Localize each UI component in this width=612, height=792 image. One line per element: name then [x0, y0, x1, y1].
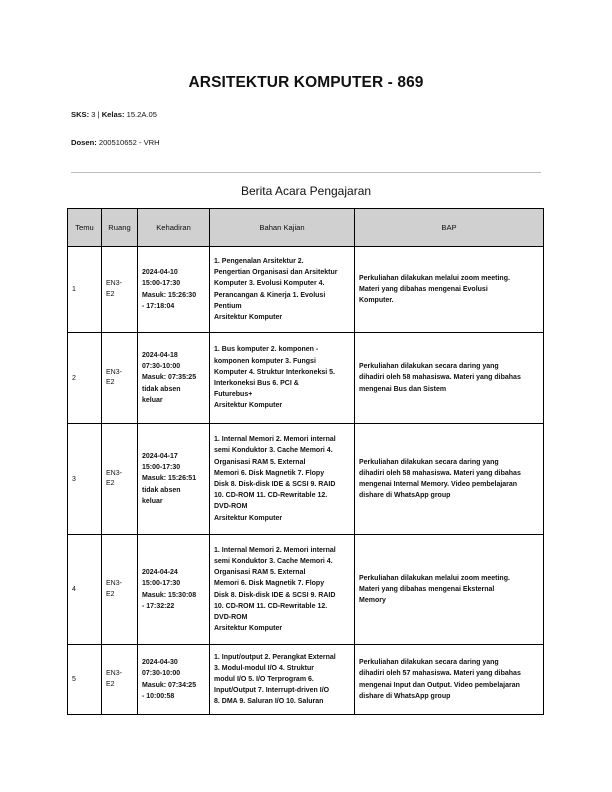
cell-bahan-kajian-line: modul I/O 5. I/O Terprogram 6. — [214, 675, 314, 683]
cell-bap — [355, 333, 544, 424]
cell-kehadiran-line: 15:00-17:30 — [142, 280, 181, 288]
cell-bahan-kajian-line: DVD-ROM — [214, 503, 248, 511]
cell-kehadiran-line: tidak absen — [142, 385, 181, 393]
cell-ruang-line: EN3- — [106, 670, 122, 678]
dosen-value: 200510652 - VRH — [96, 138, 160, 147]
cell-kehadiran — [138, 424, 210, 535]
cell-kehadiran-line: Masuk: 15:26:30 — [142, 291, 197, 299]
cell-bahan-kajian — [210, 247, 355, 333]
cell-ruang-line: E2 — [106, 379, 115, 386]
cell-bap-line: Perkuliahan dilakukan secara daring yang — [359, 458, 499, 466]
cell-bahan-kajian-line: Perancangan & Kinerja 1. Evolusi — [214, 291, 326, 299]
cell-bap-line: Materi yang dibahas mengenai Evolusi — [359, 285, 488, 293]
cell-kehadiran-line: keluar — [142, 396, 163, 404]
cell-bap — [355, 645, 544, 715]
cell-kehadiran-line: keluar — [142, 497, 163, 505]
cell-bahan-kajian-line: Memori 6. Disk Magnetik 7. Flopy — [214, 580, 325, 588]
cell-bahan-kajian-line: Arsitektur Komputer — [214, 313, 283, 321]
cell-ruang-line: EN3- — [106, 580, 122, 588]
cell-ruang — [102, 645, 138, 715]
cell-bap — [355, 424, 544, 535]
cell-bahan-kajian-line: 1. Pengenalan Arsitektur 2. — [214, 257, 304, 265]
cell-kehadiran-line: Masuk: 07:35:25 — [142, 374, 197, 382]
cell-kehadiran-line: 07:30-10:00 — [142, 363, 181, 371]
cell-bahan-kajian-line: 1. Internal Memori 2. Memori internal — [214, 436, 336, 444]
cell-kehadiran-line: 2024-04-17 — [142, 453, 178, 461]
table-header-row — [68, 209, 544, 247]
cell-kehadiran — [138, 535, 210, 645]
cell-bap — [355, 247, 544, 333]
cell-bahan-kajian — [210, 333, 355, 424]
cell-bahan-kajian — [210, 424, 355, 535]
cell-kehadiran-line: Masuk: 07:34:25 — [142, 681, 197, 689]
header-ruang: Ruang — [102, 209, 138, 247]
lecturer-info — [71, 138, 160, 147]
cell-bahan-kajian-line: Pentium — [214, 302, 242, 310]
cell-bap-line: dihadiri oleh 57 mahasiswa. Materi yang dibahas — [359, 670, 521, 678]
cell-kehadiran-line: 15:00-17:30 — [142, 580, 181, 588]
cell-temu: 2 — [68, 333, 102, 424]
table-row — [68, 645, 544, 715]
cell-bap-line: dishare di WhatsApp group — [359, 692, 451, 700]
cell-bap-line: dihadiri oleh 58 mahasiswa. Materi yang dibahas — [359, 469, 521, 477]
header-bahan-kajian: Bahan Kajian — [210, 209, 355, 247]
cell-ruang-line: E2 — [106, 680, 115, 688]
cell-bahan-kajian — [210, 535, 355, 645]
cell-bahan-kajian-line: 3. Modul-modul I/O 4. Struktur — [214, 664, 314, 672]
cell-kehadiran-line: Masuk: 15:26:51 — [142, 475, 197, 483]
cell-temu: 4 — [68, 535, 102, 645]
cell-bahan-kajian-line: semi Konduktor 3. Cache Memori 4. — [214, 447, 333, 455]
cell-kehadiran-line: - 10:00:58 — [142, 692, 175, 700]
cell-temu: 1 — [68, 247, 102, 333]
page-title: ARSITEKTUR KOMPUTER - 869 — [188, 74, 424, 91]
cell-kehadiran-line: 2024-04-10 — [142, 269, 178, 277]
cell-bahan-kajian-line: Komputer 4. Struktur Interkoneksi 5. — [214, 368, 335, 376]
cell-bahan-kajian-line: 10. CD-ROM 11. CD-Rewritable 12. — [214, 492, 328, 500]
cell-bap — [355, 535, 544, 645]
cell-ruang — [102, 333, 138, 424]
cell-ruang-line: E2 — [106, 590, 115, 598]
cell-bahan-kajian-line: Arsitektur Komputer — [214, 625, 283, 633]
cell-bap-line: Perkuliahan dilakukan secara daring yang — [359, 659, 499, 667]
cell-ruang-line: E2 — [106, 480, 115, 487]
cell-kehadiran — [138, 645, 210, 715]
header-bap: BAP — [355, 209, 544, 247]
cell-bahan-kajian-line: Arsitektur Komputer — [214, 402, 283, 410]
cell-bahan-kajian-line: 10. CD-ROM 11. CD-Rewritable 12. — [214, 602, 328, 610]
cell-bap-line: Perkuliahan dilakukan secara daring yang — [359, 363, 499, 371]
cell-bahan-kajian-line: Disk 8. Disk-disk IDE & SCSI 9. RAID — [214, 591, 336, 599]
cell-bap-line: mengenai Internal Memory. Video pembelajaran — [359, 481, 518, 488]
cell-bahan-kajian-line: 1. Bus komputer 2. komponen - — [214, 346, 319, 354]
cell-bahan-kajian-line: Arsitektur Komputer — [214, 514, 283, 522]
class-info — [71, 110, 157, 119]
cell-kehadiran-line: 15:00-17:30 — [142, 464, 181, 472]
table-row — [68, 424, 544, 535]
cell-bahan-kajian-line: 1. Input/output 2. Perangkat External — [214, 653, 336, 661]
cell-bap-line: Perkuliahan dilakukan melalui zoom meeting. — [359, 274, 510, 282]
cell-kehadiran — [138, 247, 210, 333]
section-title: Berita Acara Pengajaran — [240, 184, 372, 198]
cell-bahan-kajian-line: Organisasi RAM 5. External — [214, 458, 306, 466]
cell-bahan-kajian-line: Disk 8. Disk-disk IDE & SCSI 9. RAID — [214, 481, 336, 488]
cell-bap-line: dishare di WhatsApp group — [359, 492, 451, 500]
kelas-label: Kelas: — [101, 110, 125, 119]
cell-kehadiran — [138, 333, 210, 424]
cell-ruang — [102, 247, 138, 333]
header-kehadiran: Kehadiran — [138, 209, 210, 247]
cell-bap-line: Materi yang dibahas mengenai Eksternal — [359, 585, 495, 593]
sks-label: SKS: — [71, 110, 90, 119]
cell-kehadiran-line: 2024-04-30 — [142, 659, 178, 667]
cell-kehadiran-line: tidak absen — [142, 486, 181, 494]
cell-kehadiran-line: 2024-04-24 — [142, 569, 178, 577]
kelas-value: 15.2A.05 — [124, 110, 157, 119]
cell-bahan-kajian-line: Input/Output 7. Interrupt-driven I/O — [214, 687, 330, 695]
cell-kehadiran-line: - 17:32:22 — [142, 602, 175, 610]
cell-bap-line: Memory — [359, 597, 386, 605]
cell-bap-line: dihadiri oleh 58 mahasiswa. Materi yang dibahas — [359, 374, 521, 382]
cell-bap-line: Perkuliahan dilakukan melalui zoom meeting. — [359, 574, 510, 582]
cell-bahan-kajian-line: Memori 6. Disk Magnetik 7. Flopy — [214, 469, 325, 477]
cell-temu: 3 — [68, 424, 102, 535]
cell-bahan-kajian-line: Organisasi RAM 5. External — [214, 569, 306, 577]
cell-bahan-kajian-line: Komputer 3. Evolusi Komputer 4. — [214, 280, 325, 288]
table-row — [68, 333, 544, 424]
dosen-label: Dosen: — [71, 138, 97, 147]
cell-ruang — [102, 424, 138, 535]
cell-ruang-line: E2 — [106, 290, 115, 298]
cell-bahan-kajian-line: semi Konduktor 3. Cache Memori 4. — [214, 557, 333, 565]
header-temu: Temu — [68, 209, 102, 247]
cell-kehadiran-line: 2024-04-18 — [142, 352, 178, 360]
cell-kehadiran-line: Masuk: 15:30:08 — [142, 591, 197, 599]
cell-ruang-line: EN3- — [106, 280, 122, 288]
cell-bahan-kajian-line: 1. Internal Memori 2. Memori internal — [214, 546, 336, 554]
teaching-report-table — [67, 208, 544, 715]
cell-bahan-kajian-line: Pengertian Organisasi dan Arsitektur — [214, 269, 338, 277]
cell-bahan-kajian — [210, 645, 355, 715]
cell-ruang-line: EN3- — [106, 368, 122, 376]
cell-kehadiran-line: - 17:18:04 — [142, 302, 175, 310]
cell-bahan-kajian-line: 8. DMA 9. Saluran I/O 10. Saluran — [214, 698, 324, 706]
sks-value: 3 | — [89, 110, 102, 119]
table-row — [68, 535, 544, 645]
cell-bap-line: Komputer. — [359, 297, 394, 305]
cell-temu: 5 — [68, 645, 102, 715]
divider — [71, 172, 541, 173]
cell-bahan-kajian-line: komponen komputer 3. Fungsi — [214, 357, 316, 365]
cell-ruang — [102, 535, 138, 645]
cell-kehadiran-line: 07:30-10:00 — [142, 670, 181, 678]
cell-bahan-kajian-line: DVD-ROM — [214, 613, 248, 621]
cell-bap-line: mengenai Input dan Output. Video pembelajaran — [359, 681, 520, 689]
table-row — [68, 247, 544, 333]
cell-bahan-kajian-line: Futurebus+ — [214, 391, 253, 399]
cell-ruang-line: EN3- — [106, 469, 122, 477]
cell-bap-line: mengenai Bus dan Sistem — [359, 385, 447, 393]
cell-bahan-kajian-line: Interkoneksi Bus 6. PCI & — [214, 380, 299, 387]
